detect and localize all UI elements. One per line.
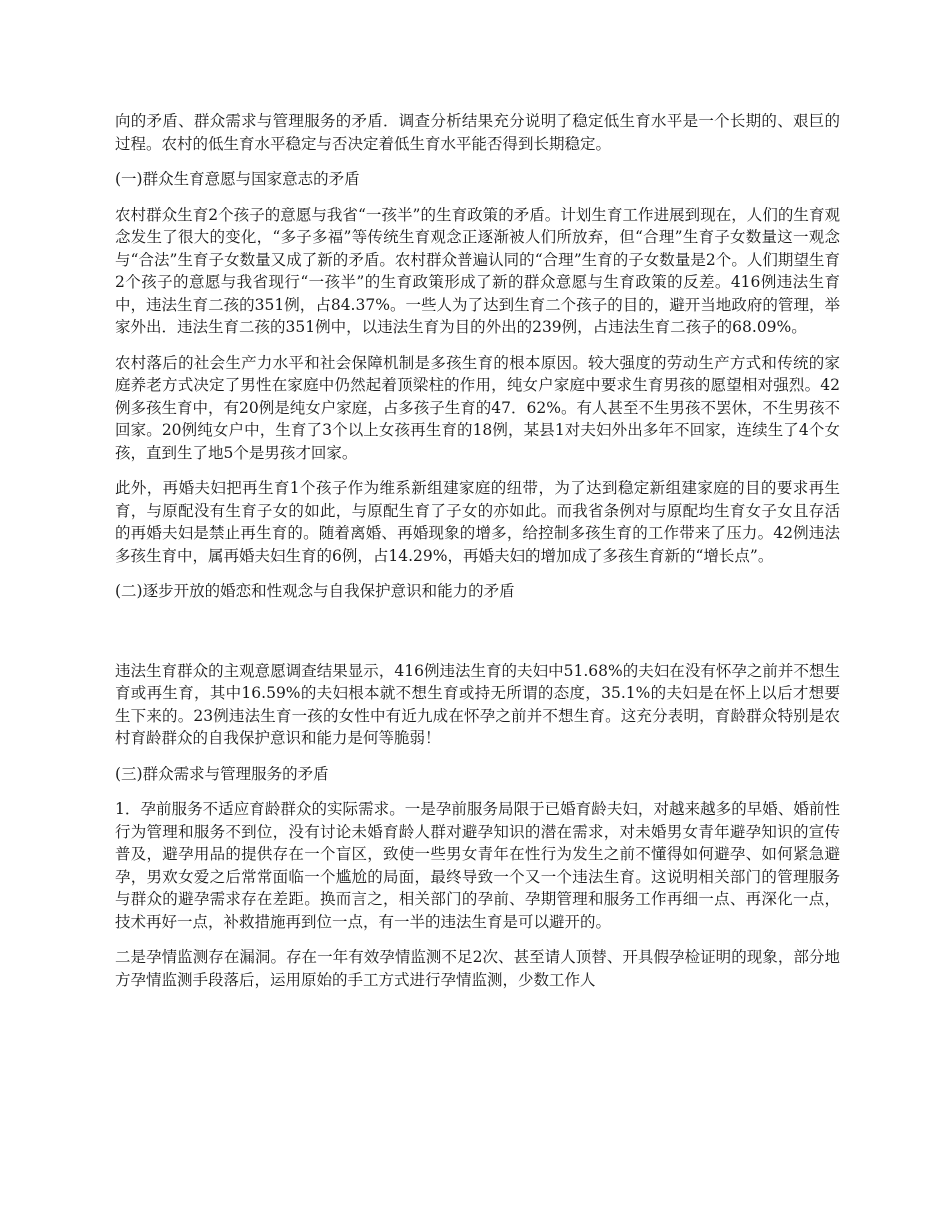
- body-paragraph: 农村群众生育2个孩子的意愿与我省“一孩半”的生育政策的矛盾。计划生育工作进展到现在，人们的生育观念发生了很大的变化，“多子多福”等传统生育观念正逐渐被人们所放弃，但“合理”生育子女数量这一观念与“合法”生育子女数量又成了新的矛盾。农村群众普遍认同的“合理”生育的子女数量是2个。人们期望生育2个孩子的意愿与我省现行“一孩半”的生育政策形成了新的群众意愿与生育政策的反差。416例违法生育中，违法生育二孩的351例，占84.37%。一些人为了达到生育二个孩子的目的，避开当地政府的管理，举家外出．违法生育二孩的351例中，以违法生育为目的外出的239例，占违法生育二孩子的68.09%。: [115, 205, 840, 336]
- section-heading-2: (二)逐步开放的婚恋和性观念与自我保护意识和能力的矛盾: [115, 582, 515, 600]
- body-paragraph: 二是孕情监测存在漏洞。存在一年有效孕情监测不足2次、甚至请人顶替、开具假孕检证明的现象，部分地方孕情监测手段落后，运用原始的手工方式进行孕情监测，少数工作人: [115, 948, 840, 989]
- document-page: [115, 110, 840, 1004]
- blank-space: [115, 616, 840, 660]
- intro-paragraph: 向的矛盾、群众需求与管理服务的矛盾．调查分析结果充分说明了稳定低生育水平是一个长期的、艰巨的过程。农村的低生育水平稳定与否决定着低生育水平能否得到长期稳定。: [115, 112, 840, 153]
- body-paragraph: 违法生育群众的主观意愿调查结果显示，416例违法生育的夫妇中51.68%的夫妇在没有怀孕之前并不想生育或再生育，其中16.59%的夫妇根本就不想生育或持无所谓的态度，35.1%的夫妇是在怀上以后才想要生下来的。23例违法生育一孩的女性中有近九成在怀孕之前并不想生育。这充分表明，育龄群众特别是农村育龄群众的自我保护意识和能力是何等脆弱！: [115, 661, 840, 747]
- body-paragraph: 农村落后的社会生产力水平和社会保障机制是多孩生育的根本原因。较大强度的劳动生产方式和传统的家庭养老方式决定了男性在家庭中仍然起着顶梁柱的作用，纯女户家庭中要求生育男孩的愿望相对强烈。42例多孩生育中，有20例是纯女户家庭，占多孩子生育的47．62%。有人甚至不生男孩不罢休，不生男孩不回家。20例纯女户中，生育了3个以上女孩再生育的18例，某县1对夫妇外出多年不回家，连续生了4个女孩，直到生了地5个是男孩才回家。: [115, 353, 840, 462]
- body-paragraph: 此外，再婚夫妇把再生育1个孩子作为维系新组建家庭的纽带，为了达到稳定新组建家庭的目的要求再生育，与原配没有生育子女的如此，与原配生育了子女的亦如此。而我省条例对与原配均生育女子女且存活的再婚夫妇是禁止再生育的。随着离婚、再婚现象的增多，给控制多孩生育的工作带来了压力。42例违法多孩生育中，属再婚夫妇生育的6例，占14.29%，再婚夫妇的增加成了多孩生育新的“增长点”。: [115, 479, 840, 565]
- section-heading-3: (三)群众需求与管理服务的矛盾: [115, 764, 329, 783]
- section-heading-1: (一)群众生育意愿与国家意志的矛盾: [115, 170, 360, 188]
- body-paragraph: 1．孕前服务不适应育龄群众的实际需求。一是孕前服务局限于已婚育龄夫妇，对越来越多的早婚、婚前性行为管理和服务不到位，没有讨论未婚育龄人群对避孕知识的潜在需求，对未婚男女青年避孕知识的宣传普及，避孕用品的提供存在一个盲区，致使一些男女青年在性行为发生之前不懂得如何避孕、如何紧急避孕，男欢女爱之后常常面临一个尴尬的局面，最终导致一个又一个违法生育。这说明相关部门的管理服务与群众的避孕需求存在差距。换而言之，相关部门的孕前、孕期管理和服务工作再细一点、再深化一点，技术再好一点，补救措施再到位一点，有一半的违法生育是可以避开的。: [115, 800, 840, 931]
